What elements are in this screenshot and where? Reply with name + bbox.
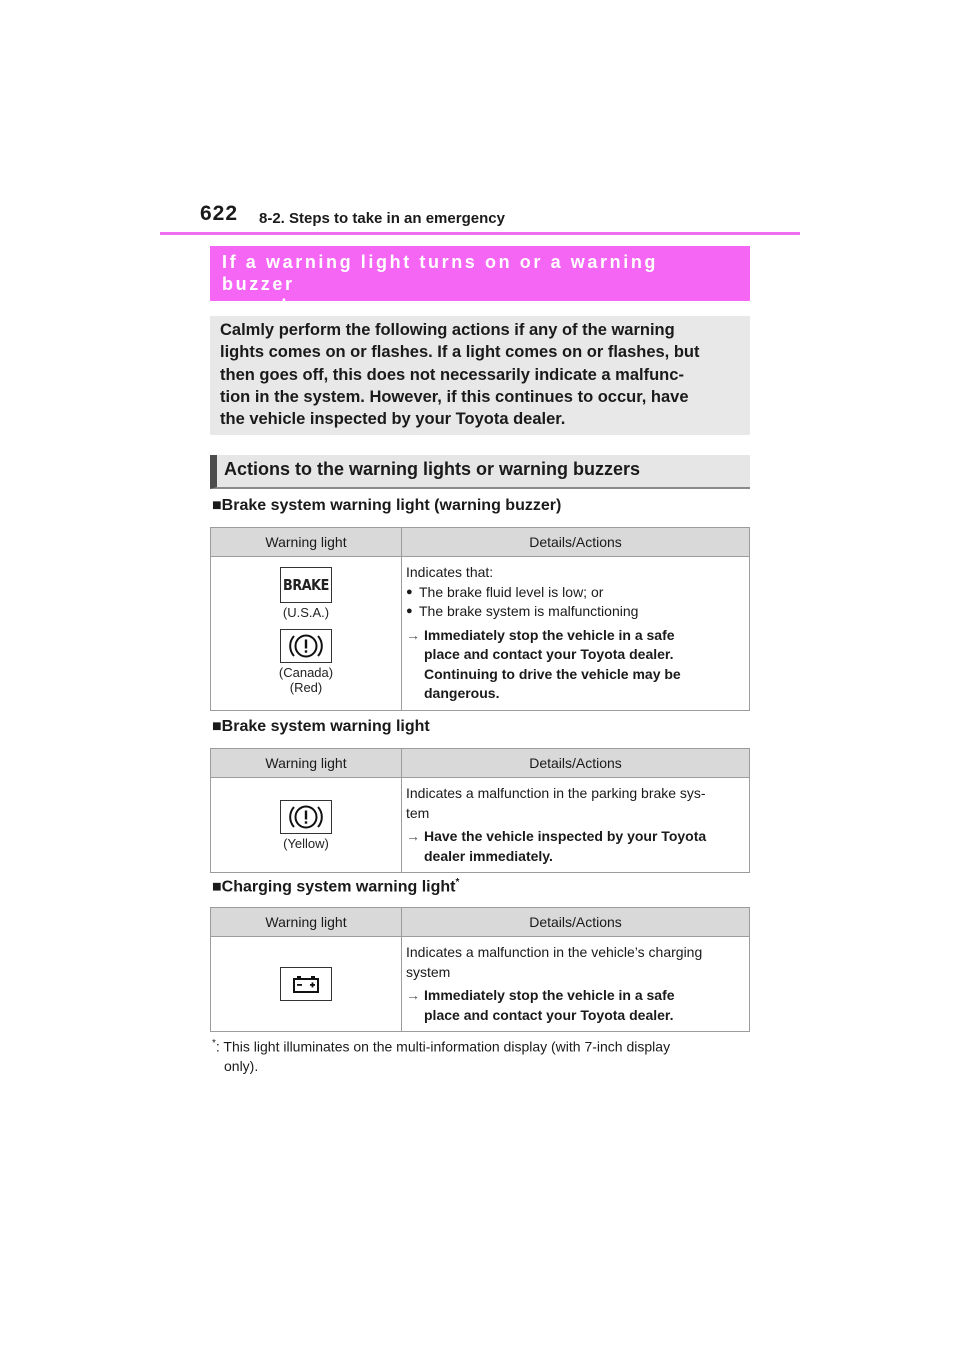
- charging-heading: ■Charging system warning light*: [212, 877, 460, 896]
- col-warning-light: Warning light: [211, 749, 402, 778]
- details-text: Indicates a malfunction in the parking brake sys-: [406, 785, 706, 801]
- intro-box: [210, 316, 750, 435]
- exclamation-circle-icon: [280, 629, 332, 663]
- col-warning-light: Warning light: [211, 528, 402, 557]
- table-row: [211, 937, 750, 1032]
- details-text: system: [406, 963, 451, 980]
- charging-table: [210, 907, 750, 1032]
- icon-caption: (Yellow): [283, 835, 329, 851]
- exclamation-circle-icon: [280, 800, 332, 834]
- intro-line: then goes off, this does not necessarily indicate a malfunc-: [220, 365, 684, 384]
- action-item: → Immediately stop the vehicle in a safe place and contact your Toyota dealer.: [406, 986, 745, 1025]
- col-warning-light: Warning light: [211, 908, 402, 937]
- icon-caption: (U.S.A.): [282, 605, 330, 620]
- brake-buzzer-heading: ■Brake system warning light (warning buzzer): [212, 497, 562, 514]
- brake-yellow-heading-text: Brake system warning light: [221, 718, 430, 735]
- brake-buzzer-table: [210, 527, 750, 711]
- section-title: 8-2. Steps to take in an emergency: [259, 210, 505, 227]
- details-cell: [402, 557, 750, 711]
- brake-yellow-heading: ■Brake system warning light: [212, 718, 430, 735]
- icon-caption: (Red): [289, 680, 323, 695]
- footnote-text: only).: [224, 1058, 259, 1075]
- footnote-mark: *: [212, 1038, 216, 1049]
- details-cell: [402, 778, 750, 873]
- details-cell: [402, 937, 750, 1032]
- charging-heading-text: Charging system warning light: [221, 878, 456, 896]
- intro-line: lights comes on or flashes. If a light comes on or flashes, but: [220, 343, 700, 362]
- col-details: Details/Actions: [402, 528, 750, 557]
- footnote-mark: *: [455, 877, 460, 888]
- title-banner: [210, 246, 750, 316]
- brake-buzzer-heading-text: Brake system warning light (warning buzzer): [221, 497, 562, 514]
- banner-title: [210, 246, 750, 322]
- col-details: Details/Actions: [402, 908, 750, 937]
- page-number: 622: [200, 202, 239, 225]
- brake-text-icon: BRAKE: [280, 567, 332, 603]
- brake-yellow-table: [210, 748, 750, 873]
- intro-line: Calmly perform the following actions if any of the warning: [220, 321, 675, 339]
- footnote: [212, 1034, 752, 1077]
- details-text: Indicates a malfunction in the vehicle’s charging: [406, 944, 703, 960]
- icon-cell: [211, 937, 402, 1032]
- table-row: [211, 557, 750, 711]
- details-text: tem: [406, 804, 430, 821]
- table-header-row: [211, 528, 750, 557]
- action-item: → Have the vehicle inspected by your Toyota dealer immediately.: [406, 827, 745, 866]
- table-row: [211, 778, 750, 873]
- actions-heading: Actions to the warning lights or warning buzzers: [210, 455, 750, 489]
- bullet-item: ● The brake fluid level is low; or: [406, 583, 745, 603]
- table-header-row: [211, 749, 750, 778]
- details-text: Indicates that:: [406, 564, 494, 580]
- table-header-row: [211, 908, 750, 937]
- header-rule: [160, 232, 800, 235]
- banner-line-1: If a warning light turns on or a warning buzzer: [222, 252, 659, 294]
- intro-line: tion in the system. However, if this continues to occur, have: [220, 387, 689, 406]
- bullet-item: ● The brake system is malfunctioning: [406, 602, 745, 622]
- col-details: Details/Actions: [402, 749, 750, 778]
- footnote-text: : This light illuminates on the multi-information display (with 7-inch display: [215, 1038, 671, 1055]
- icon-caption: (Canada): [278, 665, 334, 680]
- battery-icon: [280, 967, 332, 1001]
- intro-line: the vehicle inspected by your Toyota dealer.: [220, 410, 566, 429]
- icon-cell: [211, 778, 402, 873]
- banner-line-2: sounds: [222, 296, 302, 316]
- icon-cell: [211, 557, 402, 711]
- action-item: → Immediately stop the vehicle in a safe place and contact your Toyota dealer. Continuing to drive the vehicle may be dangerous.: [406, 626, 745, 704]
